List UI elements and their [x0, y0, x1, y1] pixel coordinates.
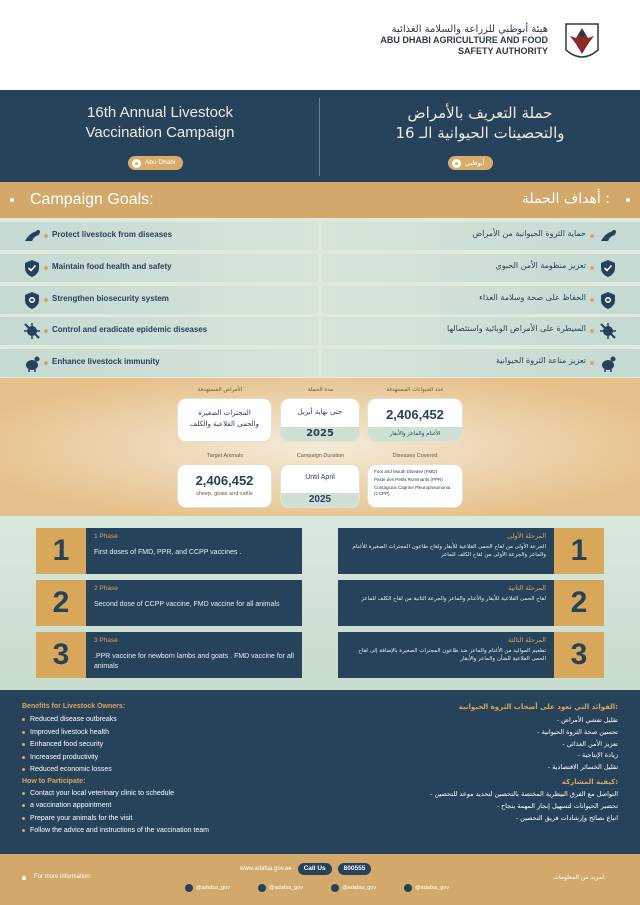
stat-duration-ar-value: حتى نهاية أبريل [297, 408, 343, 416]
goal-text-ar: السيطرة على الأمراض الوبائية واستئصالها [447, 324, 586, 334]
goal-bullet [44, 298, 48, 302]
footer-bullet [22, 876, 26, 880]
goal-bullet [590, 298, 594, 302]
how-item-en: Prepare your animals for the visit [22, 813, 312, 826]
phase-text-ar: تطعيم المواليد من الأغنام والماعز ضد طاعون المجترات الصغيرة بالإضافة إلى لقاح الحمى القلاعية للضأن والماعز والأبقار [358, 648, 546, 662]
goal-text-ar: تعزيز منظومة الأمن الحيوي [495, 260, 586, 270]
title-en-line2: Vaccination Campaign [85, 124, 235, 141]
benefits-ar [328, 703, 618, 824]
stat-diseases-en-3: Contagious Caprine Pleuropneumonia (CCPP) [374, 485, 451, 496]
goal-row [0, 254, 640, 282]
location-pill-ar [448, 156, 493, 170]
phase-number-ar: 1 [554, 528, 604, 574]
stat-duration-ar [280, 398, 360, 442]
phase-card-ar [338, 580, 554, 626]
how-item-ar: - التواصل مع الفرق البيطرية المختصة بالتحصين لتحديد موعد للتحصين [430, 789, 618, 798]
phase-text-ar: الجرعة الأولى من لقاح الحمى القلاعية للأبقار ولقاح طاعون المجترات الصغيرة للأغنام والماعز والجرعة الأولى من لقاح الكلف للماعز [352, 544, 546, 558]
stat-duration-en [280, 464, 360, 508]
phase-number-en: 3 [36, 632, 86, 678]
how-title-ar: كيفية المشاركة: [561, 777, 618, 786]
stat-diseases-label-en: Diseases Covered [392, 453, 438, 459]
org-name [380, 24, 548, 57]
stat-duration-label-ar: مدة الحملة [307, 387, 334, 393]
org-name-en-2: SAFETY AUTHORITY [457, 46, 548, 56]
benefits-title-ar: الفوائد التي تعود على أصحاب الثروة الحيوانية: [458, 703, 618, 711]
goals-bullet [10, 198, 14, 202]
phase-card-ar [338, 632, 554, 678]
phase-text-en: .PPR vaccine for newborn lambs and goats . FMD vaccine for all animals [94, 653, 294, 670]
phase-text-en: First doses of FMD, PPR, and CCPP vaccines . [94, 549, 242, 556]
phase-card-en [86, 580, 302, 626]
goal-text-en: Control and eradicate epidemic diseases [52, 325, 208, 335]
location-pin-icon [452, 159, 461, 168]
goals-bullet [626, 198, 630, 202]
phase-text-ar: لقاح الحمى القلاعية للأبقار والأغنام والماعز والجرعة الثانية من لقاح الكلف للماعز [361, 596, 546, 602]
benefit-item-ar: - تقليل الخسائر الاقتصادية [547, 763, 618, 772]
social-handle-text: @adafsa_gov [269, 885, 304, 891]
how-item-ar: - اتباع نصائح وإرشادات فريق التحصين [515, 813, 618, 822]
stat-target-ar [367, 398, 463, 442]
how-item-en: a vaccination appointment [22, 800, 312, 813]
goals-title-en: Campaign Goals: [30, 191, 154, 208]
social-icon [331, 884, 339, 892]
location-ar: أبوظبي [465, 159, 485, 167]
phase-card-en [86, 632, 302, 678]
phase-title-ar: المرحلة الثانية [508, 584, 546, 592]
phase-title-ar: المرحلة الثالثة [507, 636, 546, 644]
goal-bullet [44, 234, 48, 238]
social-row [185, 884, 449, 892]
social-icon [258, 884, 266, 892]
more-info-en: For more information: [34, 874, 92, 880]
shield-virus-icon [22, 290, 42, 310]
goals-title-ar: أهداف الحملة : [521, 191, 610, 207]
phase-number-en: 1 [36, 528, 86, 574]
stat-target-label-ar: عدد الحيوانات المستهدفة [386, 387, 444, 393]
livestock-protect-icon [598, 226, 618, 246]
stat-target-en-sub: sheep, goats and cattle [196, 491, 253, 497]
website-link[interactable]: www.adafsa.gov.ae [240, 866, 292, 872]
stat-diseases-label-ar: الأمراض المستهدفة [197, 387, 243, 393]
social-icon [404, 884, 412, 892]
title-divider [319, 98, 320, 176]
goal-row [0, 286, 640, 314]
benefit-item-ar: - تعزيز الأمن الغذائي [562, 739, 618, 748]
phase-number-ar: 2 [554, 580, 604, 626]
stat-diseases-ar [177, 398, 272, 442]
social-handle-text: @adafsa_gov [342, 885, 377, 891]
benefit-item-en: Reduced economic losses [22, 764, 312, 777]
location-en: Abu Dhabi [145, 159, 176, 166]
social-handle[interactable] [331, 884, 376, 892]
more-info-ar: لمزيد من المعلومات: [553, 874, 606, 881]
goal-text-en: Maintain food health and safety [52, 261, 172, 271]
title-ar-line2: والتحصينات الحيوانية الـ 16 [395, 124, 565, 142]
phase-number-en: 2 [36, 580, 86, 626]
stat-target-label-en: Target Animals [206, 453, 244, 459]
benefit-item-en: Increased productivity [22, 752, 312, 765]
benefit-item-ar: - زيادة الإنتاجية [577, 751, 618, 760]
benefit-item-en: Reduced disease outbreaks [22, 714, 312, 727]
benefits-en [22, 703, 312, 838]
goal-text-en: Protect livestock from diseases [52, 230, 173, 239]
benefits-title-en: Benefits for Livestock Owners: [22, 703, 126, 710]
phase-card-en [86, 528, 302, 574]
title-ar [350, 103, 610, 143]
shield-virus-icon [598, 290, 618, 310]
social-handle[interactable] [404, 884, 449, 892]
social-handle[interactable] [258, 884, 303, 892]
benefit-item-en: Improved livestock health [22, 727, 312, 740]
goal-text-en: Strengthen biosecurity system [52, 293, 169, 303]
stat-duration-label-en: Campaign Duration [296, 453, 345, 459]
footer [0, 854, 640, 905]
phase-title-en: 2 Phase [94, 585, 118, 592]
social-icon [185, 884, 193, 892]
org-name-en-1: ABU DHABI AGRICULTURE AND FOOD [380, 35, 548, 45]
stat-duration-ar-year: 2025 [281, 427, 359, 441]
benefit-item-ar: - تقليل تفشي الأمراض [556, 716, 618, 724]
goal-text-ar: الحفاظ على صحة وسلامة الغذاء [479, 292, 586, 302]
stat-target-en [177, 464, 272, 508]
goal-text-ar: حماية الثروة الحيوانية من الأمراض [472, 229, 586, 238]
virus-slash-icon [598, 321, 618, 341]
phase-title-en: 1 Phase [94, 533, 118, 540]
animal-immunity-icon [22, 353, 42, 373]
falcon-emblem-icon [562, 20, 602, 66]
stat-duration-en-value: Until April [305, 474, 335, 481]
goal-text-en: Enhance livestock immunity [52, 357, 160, 367]
call-us-button[interactable]: Call Us [298, 863, 332, 875]
stat-target-ar-sub: الأغنام والماعز والأبقار [368, 427, 462, 441]
goal-row [0, 317, 640, 345]
title-en [30, 103, 290, 143]
how-title-en: How to Participate: [22, 777, 86, 785]
social-handle-text: @adafsa_gov [196, 885, 231, 891]
goal-text-ar: تعزيز مناعة الثروة الحيوانية [495, 356, 586, 366]
social-handle[interactable] [185, 884, 230, 892]
shield-check-icon [598, 258, 618, 278]
stat-diseases-en [367, 464, 463, 508]
location-pill-en [128, 156, 183, 170]
org-name-ar: هيئة أبوظبي للزراعة والسلامة الغذائية [391, 24, 548, 35]
how-item-en: Follow the advice and instructions of the vaccination team [22, 825, 312, 838]
shield-check-icon [22, 258, 42, 278]
goal-row [0, 349, 640, 377]
animal-immunity-icon [598, 353, 618, 373]
phase-number-ar: 3 [554, 632, 604, 678]
stat-diseases-en-2: Peste des Petits Ruminants (PPR) [374, 477, 443, 482]
stat-target-ar-value: 2,406,452 [386, 407, 444, 422]
phase-text-en: Second dose of CCPP vaccine, FMD vaccine for all animals [94, 601, 280, 608]
stat-diseases-en-1: Foot and Mouth Disease (FMD) [374, 469, 438, 474]
goal-bullet [590, 266, 594, 270]
phone-number[interactable]: 800555 [338, 863, 372, 875]
benefit-item-en: Enhanced food security [22, 739, 312, 752]
location-pin-icon [132, 159, 141, 168]
stat-target-en-value: 2,406,452 [195, 473, 254, 488]
how-item-en: Contact your local veterinary clinic to schedule [22, 788, 312, 801]
benefit-item-ar: - تحسين صحة الثروة الحيوانية [537, 727, 618, 736]
goal-bullet [590, 234, 594, 238]
virus-slash-icon [22, 321, 42, 341]
social-handle-text: @adafsa_gov [415, 885, 450, 891]
livestock-protect-icon [22, 226, 42, 246]
goal-bullet [44, 266, 48, 270]
phase-card-ar [338, 528, 554, 574]
stat-diseases-ar-1: المجترات الصغيرة [198, 409, 251, 417]
contact-row [240, 863, 371, 875]
stat-duration-en-year: 2025 [281, 493, 359, 507]
phase-title-ar: المرحلة الأولى [507, 532, 546, 540]
stat-diseases-ar-2: والحمى القلاعية والكلف [189, 420, 260, 428]
how-item-ar: - تحضير الحيوانات لتسهيل إنجاز المهمة بنجاح [496, 801, 618, 810]
title-en-line1: 16th Annual Livestock [87, 104, 233, 121]
title-ar-line1: حملة التعريف بالأمراض [407, 104, 553, 122]
phase-title-en: 3 Phase [94, 637, 118, 644]
goal-row [0, 222, 640, 250]
